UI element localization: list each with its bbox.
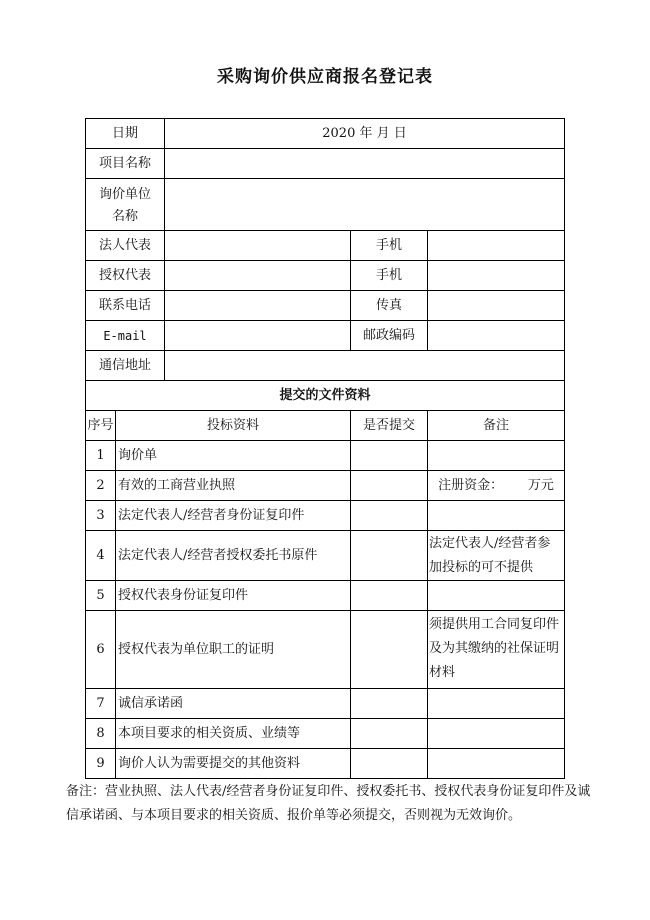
row-no: 4 — [96, 548, 105, 563]
phone-label: 联系电话 — [98, 298, 151, 313]
email-field[interactable] — [168, 324, 350, 348]
zip-field[interactable] — [431, 324, 564, 348]
row-item: 授权代表为单位职工的证明 — [118, 642, 275, 657]
col-header-no: 序号 — [87, 418, 114, 433]
legal-rep-label: 法人代表 — [98, 238, 151, 253]
address-field[interactable] — [168, 354, 564, 378]
row-submitted-cell[interactable] — [351, 441, 427, 470]
row-no: 7 — [96, 696, 105, 711]
email-label: E-mail — [103, 329, 147, 343]
auth-rep-mobile-field[interactable] — [431, 264, 564, 288]
inquiry-unit-field[interactable] — [168, 182, 564, 228]
project-name-label: 项目名称 — [98, 156, 151, 171]
row-item: 本项目要求的相关资质、业绩等 — [118, 726, 301, 741]
row-remark — [430, 581, 562, 610]
address-label: 通信地址 — [98, 358, 151, 373]
row-submitted-cell[interactable] — [351, 719, 427, 748]
row-remark: 须提供用工合同复印件及为其缴纳的社保证明材料 — [429, 617, 560, 680]
fax-label: 传真 — [375, 298, 402, 313]
row-item: 法定代表人/经营者授权委托书原件 — [118, 548, 318, 563]
row-submitted-cell[interactable] — [351, 531, 427, 580]
row-no: 8 — [96, 726, 105, 741]
row-submitted-cell[interactable] — [351, 689, 427, 718]
row-remark — [430, 441, 562, 470]
row-remark: 注册资金： 万元 — [438, 478, 554, 493]
auth-rep-label: 授权代表 — [98, 268, 151, 283]
row-item: 询价人认为需要提交的其他资料 — [118, 756, 301, 771]
row-item: 诚信承诺函 — [118, 696, 184, 711]
fax-field[interactable] — [431, 294, 564, 318]
row-item: 有效的工商营业执照 — [118, 478, 236, 493]
form-title: 采购询价供应商报名登记表 — [217, 67, 433, 87]
auth-rep-field[interactable] — [168, 264, 350, 288]
row-remark — [430, 749, 562, 778]
legal-rep-mobile-label: 手机 — [375, 238, 402, 253]
inquiry-unit-label-line1: 询价单位 — [98, 187, 151, 202]
row-remark — [430, 501, 562, 530]
row-no: 2 — [96, 478, 105, 493]
row-submitted-cell[interactable] — [351, 581, 427, 610]
inquiry-unit-label — [86, 184, 164, 228]
col-header-item: 投标资料 — [206, 418, 259, 433]
zip-label: 邮政编码 — [362, 328, 415, 343]
phone-field[interactable] — [168, 294, 350, 318]
col-header-remark: 备注 — [482, 418, 509, 433]
docs-section-title: 提交的文件资料 — [279, 388, 371, 403]
footnote: 备注：营业执照、法人代表/经营者身份证复印件、授权委托书、授权代表身份证复印件及诚信承诺函、与本项目要求的相关资质、报价单等必须提交，否则视为无效询价。 — [66, 784, 591, 823]
row-item: 法定代表人/经营者身份证复印件 — [118, 508, 305, 523]
legal-rep-field[interactable] — [168, 234, 350, 258]
row-no: 9 — [96, 756, 105, 771]
row-submitted-cell[interactable] — [351, 501, 427, 530]
row-no: 1 — [96, 448, 105, 463]
row-remark: 法定代表人/经营者参加投标的可不提供 — [429, 536, 551, 575]
row-submitted-cell[interactable] — [351, 471, 427, 500]
project-name-field[interactable] — [168, 152, 564, 176]
legal-rep-mobile-field[interactable] — [431, 234, 564, 258]
date-value[interactable]: 2020 年 月 日 — [322, 126, 407, 141]
row-no: 3 — [96, 508, 105, 523]
row-no: 5 — [96, 588, 105, 603]
col-header-submitted: 是否提交 — [362, 418, 415, 433]
row-item: 授权代表身份证复印件 — [118, 588, 249, 603]
date-label: 日期 — [111, 126, 138, 141]
row-submitted-cell[interactable] — [351, 749, 427, 778]
row-submitted-cell[interactable] — [351, 611, 427, 688]
auth-rep-mobile-label: 手机 — [375, 268, 402, 283]
row-remark — [430, 689, 562, 718]
inquiry-unit-label-line2: 名称 — [111, 209, 138, 224]
row-item: 询价单 — [118, 448, 158, 463]
row-no: 6 — [96, 642, 105, 657]
row-remark — [430, 719, 562, 748]
